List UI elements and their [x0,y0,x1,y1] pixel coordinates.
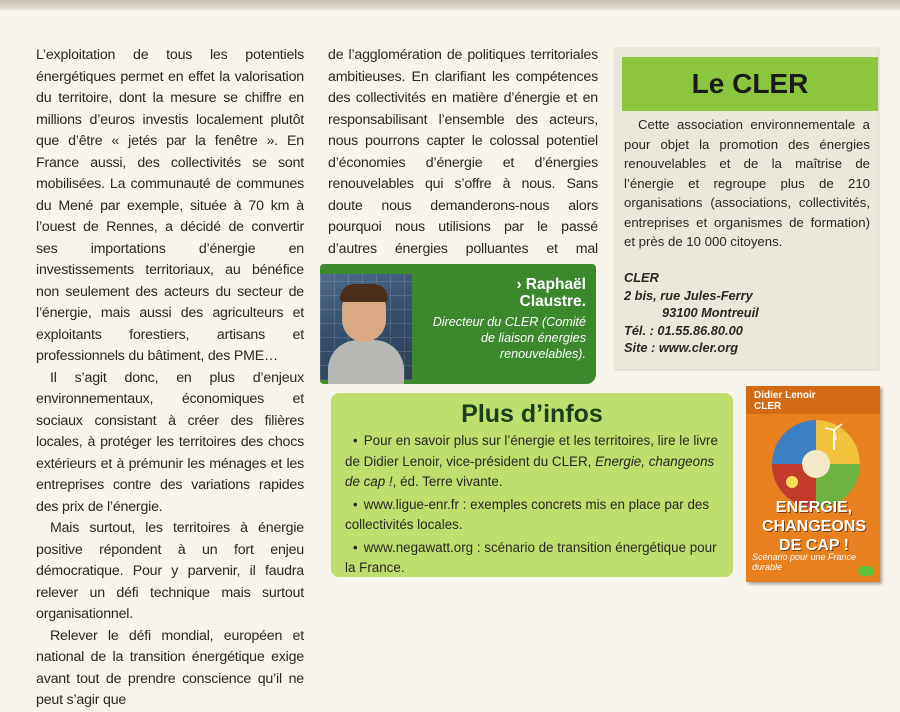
bullet-icon: • [353,539,358,555]
cler-address-phone: Tél. : 01.55.86.80.00 [624,322,743,338]
cler-address-site[interactable]: Site : www.cler.org [624,340,739,355]
author-name [416,276,586,310]
article-column-1 [36,45,304,712]
bullet-icon: • [353,496,358,512]
article-paragraph: Relever le défi mondial, européen et national de la transition énergétique exige avant tout de prendre conscience qu’il ne peut s’agir que [36,627,304,708]
negawatt-link[interactable]: www.negawatt.org : scénario de transition énergétique pour la France. [345,539,717,575]
publisher-logo-icon [858,566,874,576]
book-subtitle: Scénario pour une France durable [752,552,857,572]
article-paragraph [328,45,598,282]
list-item: • Pour en savoir plus sur l’énergie et les territoires, lire le livre de Didier Lenoir, vice-président du CLER, Energie, changeons de cap !, éd. Terre vivante. [345,433,718,489]
book-title: ENERGIE, CHANGEONS DE CAP ! [761,499,866,554]
author-caption [416,276,586,362]
page-top-strip [0,0,900,10]
article-paragraph: Il s’agit donc, en plus d’enjeux environnementaux, économiques et sociaux consistant à créer des filières locales, à protéger les territoires des chocs extérieurs et à prémunir les ménages et les entreprises contre des variations rapides des prix de l’énergie. [36,369,304,515]
cler-address-city: 93100 Montreuil [662,305,759,320]
article-paragraph-text: de l’agglomération de politiques territoriales ambitieuses. En clarifiant les compétences des collectivités en matière d’énergie et en responsabilisant l’ensemble des acteurs, nous pourrons capter le colossal potentiel d’économies d’énergie et d’énergies renouvelables qui s’offre à nous. Sans doute nous demanderons-nous alors pourquoi nous utilisions par le passé d’autres énergies polluantes et mal [328,47,598,257]
article-paragraph: Mais surtout, les territoires à énergie positive répondent à un fort enjeu démocratique. Pour y parvenir, il faudra relever un défi technique mais surtout organisationnel. [36,520,304,622]
cler-description: Cette association environnementale a pour objet la promotion des énergies renouvelables et de la maîtrise de l’énergie et regroupe plus de 210 organisations (associations, collectivités, entreprises et organismes de formation) et près de 10 000 citoyens. [624,117,870,249]
author-first-name: Raphaël [525,276,586,293]
bullet-icon: • [353,433,358,448]
book-title-reference: Energie, changeons de cap ! [345,453,715,489]
chevron-right-icon: › [516,276,522,293]
cler-address-street: 2 bis, rue Jules-Ferry [624,287,753,303]
cler-address-name: CLER [624,270,659,285]
ligue-enr-link[interactable]: www.ligue-enr.fr : exemples concrets mis en place par des collectivités locales. [345,496,710,532]
cler-title: Le CLER [622,57,878,111]
more-info-box [331,393,733,577]
book-author: Didier Lenoir CLER [754,390,816,412]
book-cover [746,386,880,582]
author-last-name: Claustre. [519,293,586,310]
article-paragraph: L’exploitation de tous les potentiels énergétiques permet en effet la valorisation du territoire, dont la mesure se chiffre en millions d’euros investis localement plutôt que d’être « jetés par la fenêtre ». En France aussi, des collectivités se sont mobilisées. La communauté de communes du Mené par exemple, située à 70 km à l’ouest de Rennes, a décidé de convertir ses importations d’énergie en investissements territoriaux, au bénéfice non seulement des acteurs du secteur de l’énergie, mais aussi des agriculteurs et exploitants forestiers, artisans et professionnels du bâtiment, des PME… [36,47,304,364]
list-item [345,538,727,579]
author-photo [320,274,412,380]
cler-address [624,269,759,357]
more-info-list [345,431,727,581]
author-box [320,264,596,384]
cler-sidebar [614,47,878,369]
list-item [345,495,727,536]
author-role: Directeur du CLER (Comité de liaison énergies renouvelables). [432,315,586,361]
article-column-2 [328,45,598,282]
more-info-title: Plus d’infos [461,400,603,428]
